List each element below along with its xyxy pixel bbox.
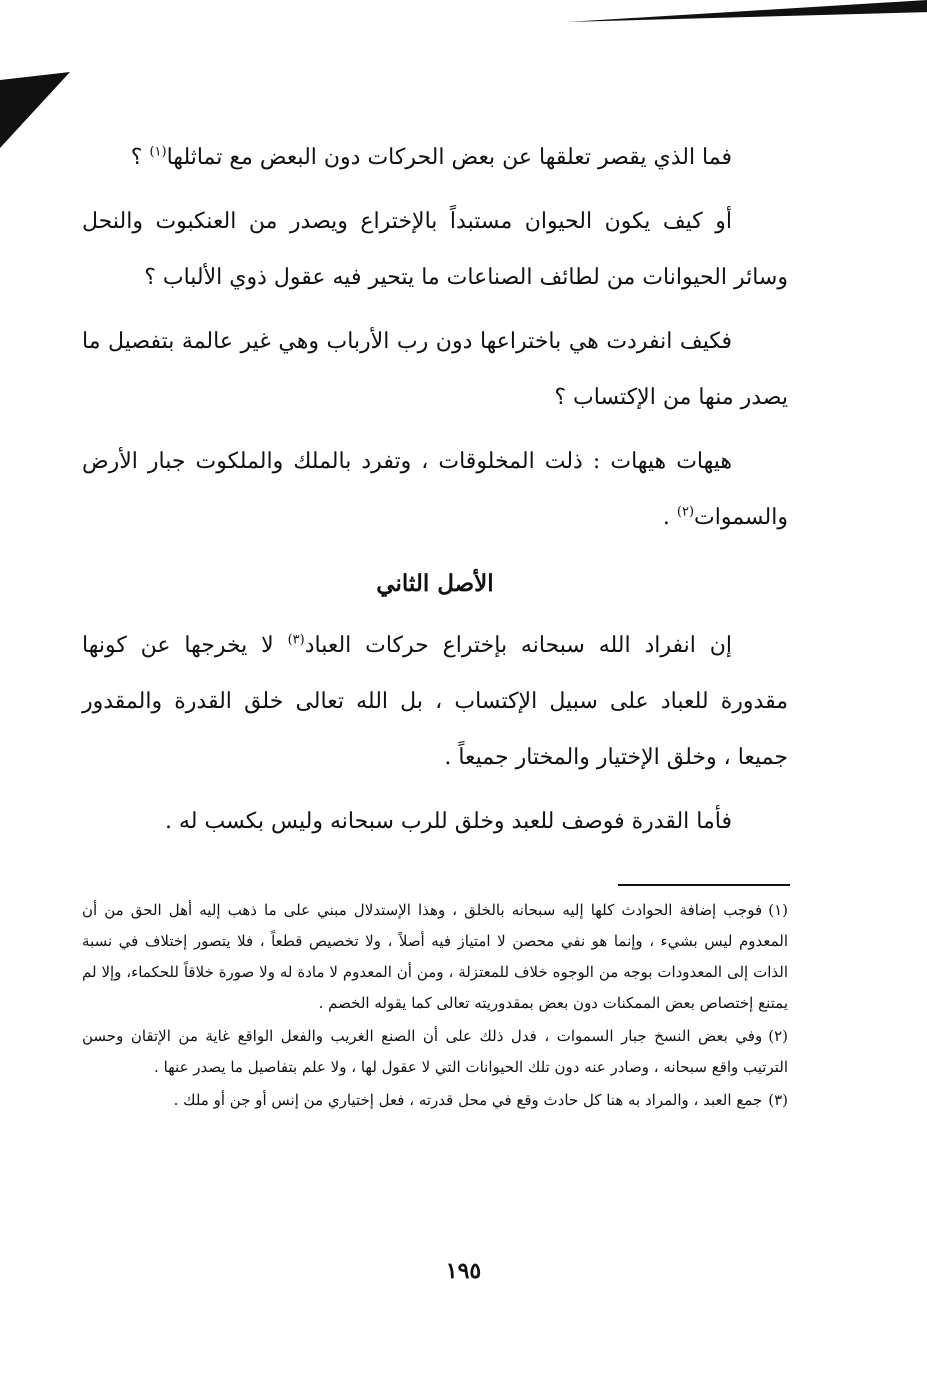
footnote-number: (١) bbox=[768, 901, 788, 919]
paragraph-4: هيهات هيهات : ذلت المخلوقات ، وتفرد بالملك والملكوت جبار الأرض والسموات$^{(٢)}$ . bbox=[82, 449, 788, 530]
footnote-1: (١)فوجب إضافة الحوادث كلها إليه سبحانه بالخلق ، وهذا الإستدلال مبني على ما ذهب إليه أهل الحق من أن المعدوم ليس بشيء ، وإنما هو نفي محصن لا امتياز فيه أصلاً ، ولا تخصيص قطعاً ، فلا يتصور إختلاف في نسبة الذات إلى المعدودات بوجه من الوجوه خلاف للمعتزلة ، ومن أن المعدوم لا مادة له ولا صورة خلاقاً للحكماء، وإلا لم يمتنع إختصاص بعض الممكنات دون بعض بمقدوريته تعالى كما يقوله الخصم . bbox=[82, 901, 788, 1012]
page-number: ١٩٥ bbox=[445, 1258, 482, 1284]
footnote-ref-2[interactable]: (٢) bbox=[676, 504, 695, 520]
footnote-2: (٢)وفي بعض النسخ جبار السموات ، فدل ذلك على أن الصنع الغريب والفعل الواقع غاية من الإتقان وحسن الترتيب واقع سبحانه ، وصادر عنه دون تلك الحيوانات التي لا عقول لها ، ولا علم بتفاصيل ما يصدر عنها . bbox=[82, 1027, 788, 1076]
footnote-ref-3[interactable]: (٣) bbox=[287, 632, 305, 648]
footnote-separator bbox=[618, 884, 790, 886]
paragraph-1: فما الذي يقصر تعلقها عن بعض الحركات دون البعض مع تماثلها$^{(١)}$ ؟ bbox=[130, 144, 732, 170]
page-body bbox=[82, 130, 788, 858]
paragraph-6: فأما القدرة فوصف للعبد وخلق للرب سبحانه وليس بكسب له . bbox=[165, 809, 732, 834]
scan-edge-top bbox=[567, 0, 927, 22]
scan-corner-shadow bbox=[0, 72, 70, 152]
section-heading: الأصل الثاني bbox=[376, 570, 494, 597]
paragraph-5: إن انفراد الله سبحانه بإختراع حركات العباد$^{(٣)}$ لا يخرجها عن كونها مقدورة للعباد على سبيل الإكتساب ، بل الله تعالى خلق القدرة والمقدور جميعا ، وخلق الإختيار والمختار جميعاً . bbox=[82, 632, 788, 770]
footnote-ref-1[interactable]: (١) bbox=[149, 144, 167, 160]
footnote-3: (٣)جمع العبد ، والمراد به هنا كل حادث وقع في محل قدرته ، فعل إختياري من إنس أو جن أو ملك . bbox=[173, 1091, 788, 1109]
footnotes bbox=[82, 895, 788, 1118]
footnote-number: (٣) bbox=[768, 1091, 788, 1109]
paragraph-3: فكيف انفردت هي باختراعها دون رب الأرباب وهي غير عالمة بتفصيل ما يصدر منها من الإكتساب ؟ bbox=[82, 329, 788, 410]
footnote-number: (٢) bbox=[768, 1027, 788, 1045]
paragraph-2: أو كيف يكون الحيوان مستبداً بالإختراع ويصدر من العنكبوت والنحل وسائر الحيوانات من لطائف الصناعات ما يتحير فيه عقول ذوي الألباب ؟ bbox=[82, 209, 788, 290]
